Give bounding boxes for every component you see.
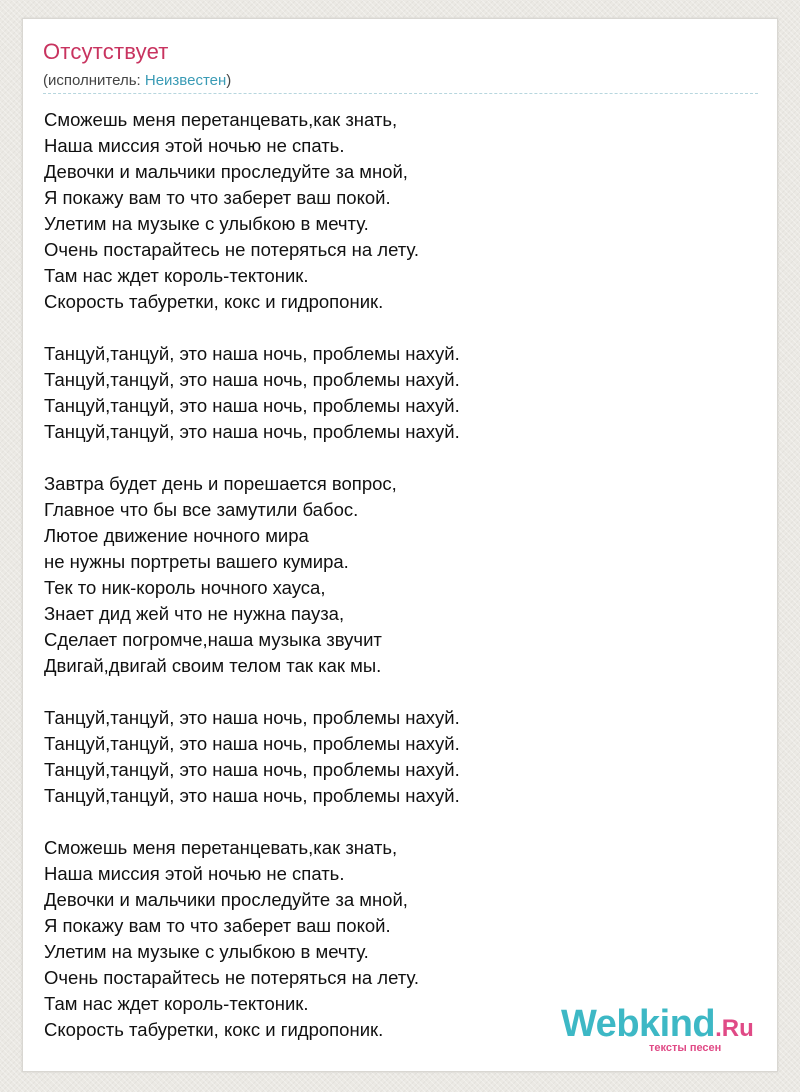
lyrics-stanza — [44, 341, 744, 445]
lyric-line: Там нас ждет король-тектоник. — [44, 993, 309, 1014]
lyric-line: Скорость табуретки, кокс и гидропоник. — [44, 1019, 384, 1040]
lyric-line: Знает дид жей что не нужна пауза, — [44, 603, 345, 624]
lyric-line: Скорость табуретки, кокс и гидропоник. — [44, 291, 384, 312]
lyrics-card — [22, 18, 778, 1072]
site-logo[interactable] — [561, 1002, 761, 1062]
lyrics-stanza — [44, 471, 744, 679]
lyric-line: Там нас ждет король-тектоник. — [44, 265, 309, 286]
lyric-line: Я покажу вам то что заберет ваш покой. — [44, 187, 391, 208]
lyric-line: Сможешь меня перетанцевать,как знать, — [44, 109, 398, 130]
artist-prefix: (исполнитель: — [43, 72, 145, 89]
artist-suffix: ) — [226, 72, 232, 89]
lyric-line: Очень постарайтесь не потеряться на лету. — [44, 967, 419, 988]
lyric-line: Сделает погромче,наша музыка звучит — [44, 629, 382, 650]
lyric-line: Очень постарайтесь не потеряться на лету. — [44, 239, 419, 260]
lyric-line: Танцуй,танцуй, это наша ночь, проблемы нахуй. — [44, 369, 460, 390]
logo-tagline: тексты песен — [649, 1042, 722, 1054]
lyric-line: Тек то ник-король ночного хауса, — [44, 577, 326, 598]
lyric-line: Наша миссия этой ночью не спать. — [44, 135, 345, 156]
lyric-line: Танцуй,танцуй, это наша ночь, проблемы нахуй. — [44, 343, 460, 364]
lyric-line: Улетим на музыке с улыбкою в мечту. — [44, 941, 369, 962]
lyrics-stanza — [44, 705, 744, 809]
song-artist-line — [43, 73, 231, 88]
logo-tld: .Ru — [715, 1015, 754, 1042]
lyric-line: Наша миссия этой ночью не спать. — [44, 863, 345, 884]
lyric-line: Двигай,двигай своим телом так как мы. — [44, 655, 382, 676]
lyric-line: Я покажу вам то что заберет ваш покой. — [44, 915, 391, 936]
divider — [43, 93, 758, 94]
lyric-line: Лютое движение ночного мира — [44, 525, 309, 546]
lyric-line: Девочки и мальчики проследуйте за мной, — [44, 889, 408, 910]
lyrics-body — [44, 107, 744, 1069]
lyrics-stanza — [44, 107, 744, 315]
lyric-line: Улетим на музыке с улыбкою в мечту. — [44, 213, 369, 234]
lyric-line: Танцуй,танцуй, это наша ночь, проблемы нахуй. — [44, 395, 460, 416]
lyric-line: Сможешь меня перетанцевать,как знать, — [44, 837, 398, 858]
lyric-line: Танцуй,танцуй, это наша ночь, проблемы нахуй. — [44, 707, 460, 728]
lyric-line: не нужны портреты вашего кумира. — [44, 551, 349, 572]
logo-name: Webkind — [561, 1003, 716, 1045]
song-title: Отсутствует — [43, 39, 169, 64]
lyric-line: Главное что бы все замутили бабос. — [44, 499, 359, 520]
lyric-line: Танцуй,танцуй, это наша ночь, проблемы нахуй. — [44, 785, 460, 806]
lyric-line: Танцуй,танцуй, это наша ночь, проблемы нахуй. — [44, 759, 460, 780]
lyric-line: Завтра будет день и порешается вопрос, — [44, 473, 397, 494]
artist-link[interactable]: Неизвестен — [144, 72, 227, 89]
lyric-line: Девочки и мальчики проследуйте за мной, — [44, 161, 408, 182]
lyric-line: Танцуй,танцуй, это наша ночь, проблемы нахуй. — [44, 421, 460, 442]
lyric-line: Танцуй,танцуй, это наша ночь, проблемы нахуй. — [44, 733, 460, 754]
